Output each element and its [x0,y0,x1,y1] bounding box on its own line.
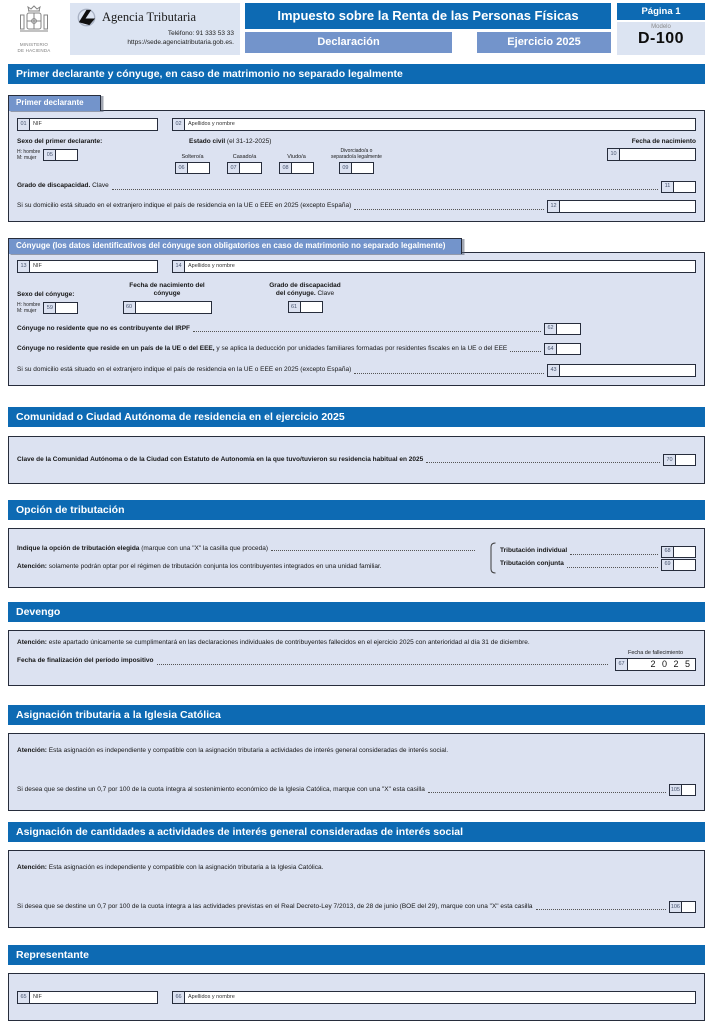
declarante-id-row [17,118,696,131]
opcion-row: Indique la opción de tributación elegida (marque con una "X" la casilla que proceda) [17,545,478,553]
field-65-nif: 65 NIF [17,991,158,1004]
representante-apellidos-input[interactable]: Apellidos y nombre [185,991,696,1004]
dotted-leader [157,664,608,665]
section-header-declarante-conyuge: Primer declarante y cónyuge, en caso de matrimonio no separado legalmente [8,64,705,84]
devengo-atencion-row: Atención: este apartado únicamente se cumplimentará en las declaraciones individuales de contribuyentes fallecidos en el ejercicio 2025 con anterioridad al día 31 de diciembre. [17,639,530,646]
field-05-number: 05 [43,149,56,161]
tab-conyuge: Cónyuge (los datos identificativos del cónyuge son obligatorios en caso de matrimonio no separado legalmente) [8,238,462,254]
tributacion-group [490,537,696,579]
bracket-icon [490,542,496,574]
field-01-number: 01 [17,118,30,131]
field-07-casado: 07 [227,162,262,174]
primer-declarante-box [8,110,705,222]
fecha-nacimiento-conyuge-input[interactable] [136,301,212,314]
declarante-nif-input[interactable]: NIF [30,118,158,131]
divorciado-label: Divorciado/a o separado/a legalmente [331,147,382,160]
conyuge-extranjero-row: Si su domicilio está situado en el extranjero indique el país de residencia en la UE o EEE en 2025 (excepto España) 43 [17,364,696,377]
ministry-label: MINISTERIO DE HACIENDA [17,42,51,53]
subtitle-declaracion: Declaración [245,32,452,53]
field-01-nif [17,118,158,131]
opcion-atencion-row: Atención: solamente podrán optar por el régimen de tributación conjunta los contribuyentes integrados en una unidad familiar. [17,562,382,570]
field-13-nif: 13 NIF [17,260,158,273]
interes-social-box [8,850,705,928]
tributacion-conjunta-row: Tributación conjunta 69 [500,559,696,571]
devengo-fecha-row: Fecha de finalización del período impositivo Fecha de fallecimiento 67 2 0 2 5 [17,650,696,671]
field-66-apellidos: 66 Apellidos y nombre [172,991,696,1004]
dotted-leader [428,792,666,793]
model-code: D-100 [637,30,685,47]
field-06-soltero: 06 [175,162,210,174]
field-106-interes-social: 106 [669,901,696,913]
ministry-coat-of-arms-icon [14,4,54,42]
agency-block [70,3,240,55]
page-model-block [617,3,705,55]
field-70-comunidad: 70 [663,454,696,466]
fecha-fallecimiento-input[interactable]: 2 0 2 5 [628,658,696,671]
fecha-nacimiento-label: Fecha de nacimiento [631,137,696,145]
field-12-pais-residencia: 12 [547,200,696,213]
fecha-nacimiento-input[interactable] [620,148,696,161]
dotted-leader [112,189,658,190]
agencia-tributaria-logo-icon [76,7,97,28]
conyuge-apellidos-input[interactable]: Apellidos y nombre [185,260,696,273]
field-05-sexo [43,149,78,161]
discapacidad-clave-input[interactable] [674,181,696,193]
dotted-leader [426,462,660,463]
field-68-individual: 68 [661,546,696,558]
declarante-estado-row [17,138,696,174]
interes-social-checkbox[interactable] [682,901,696,913]
iglesia-box [8,733,705,811]
field-62-no-residente: 62 [544,323,581,335]
agency-url[interactable]: https://sede.agenciatributaria.gob.es. [127,39,234,46]
dotted-leader [354,373,544,374]
field-02-apellidos [172,118,696,131]
soltero-checkbox[interactable] [188,162,210,174]
fecha-nacimiento-group [607,138,696,161]
sexo-conyuge-label: Sexo del cónyuge: [17,290,75,298]
conyuge-id-row [17,260,696,273]
tributacion-individual-row: Tributación individual 68 [500,546,696,558]
dotted-leader [354,209,544,210]
field-08-viudo: 08 [279,162,314,174]
social-casilla-row: Si desea que se destine un 0,7 por 100 de la cuota íntegra a las actividades previstas en el Real Decreto-Ley 7/2013, de 28 de junio (BOE del 29), marque con una "X" esta casilla 106 [17,901,696,913]
sexo-declarante-label: Sexo del primer declarante: [17,137,103,145]
model-label: Modelo [651,24,671,30]
title-block [245,3,611,55]
fecha-fallecimiento-group [615,650,696,671]
field-69-conjunta: 69 [661,559,696,571]
iglesia-casilla-row: Si desea que se destine un 0,7 por 100 de la cuota íntegra al sostenimiento económico de la Iglesia Católica, marque con una "X" esta casilla 105 [17,784,696,796]
iglesia-atencion-row: Atención: Esta asignación es independiente y compatible con la asignación tributaria a actividades de interés general consideradas de interés social. [17,747,449,754]
viudo-checkbox[interactable] [292,162,314,174]
agency-phone: Teléfono: 91 333 53 33 [167,30,234,37]
fecha-nacimiento-conyuge-label: Fecha de nacimiento del cónyuge [129,281,205,297]
field-60-fecha-nacimiento-conyuge: 60 [123,301,212,314]
dotted-leader [570,554,658,555]
pais-residencia-input[interactable] [560,200,696,213]
estado-civil-viudo: Viudo/a 08 [279,154,314,174]
conyuge-ue-row: Cónyuge no residente que reside en un país de la UE o del EEE, y se aplica la deducción por unidades familiares formadas por residentes fiscales en la UE o del EEE 64 [17,343,696,355]
conyuge-box [8,252,705,386]
estado-civil-soltero: Soltero/a 06 [175,154,210,174]
discapacidad-row: Grado de discapacidad. Clave 11 [17,181,696,193]
sexo-declarante-group [17,138,175,161]
representante-box [8,973,705,1021]
representante-row [17,991,696,1004]
dotted-leader [536,909,666,910]
estado-civil-group [175,138,513,174]
iglesia-checkbox[interactable] [682,784,696,796]
tab-primer-declarante: Primer declarante [8,95,101,111]
section-header-iglesia: Asignación tributaria a la Iglesia Católica [8,705,705,725]
field-64-ue-eee: 64 [544,343,581,355]
field-02-number: 02 [172,118,185,131]
comunidad-clave-input[interactable] [676,454,696,466]
section-header-opcion-tributacion: Opción de tributación [8,500,705,520]
fecha-fallecimiento-label: Fecha de fallecimiento [627,650,684,657]
tributacion-conjunta-checkbox[interactable] [674,559,696,571]
opcion-left [17,537,490,579]
dotted-leader [510,351,541,352]
section-header-comunidad: Comunidad o Ciudad Autónoma de residencia en el ejercicio 2025 [8,407,705,427]
estado-civil-divorciado [331,148,382,174]
field-09-divorciado: 09 [339,162,374,174]
discapacidad-conyuge-group [255,282,355,313]
ministry-block [2,3,66,55]
field-67-fecha-fallecimiento: 67 2 0 2 5 [615,658,696,671]
sexo-declarante-checkbox[interactable] [56,149,78,161]
field-61-discapacidad-conyuge: 61 [288,301,323,313]
estado-civil-label: Estado civil (el 31-12-2025) [189,137,272,145]
ue-eee-checkbox[interactable] [557,343,581,355]
divorciado-checkbox[interactable] [352,162,374,174]
tributacion-individual-checkbox[interactable] [674,546,696,558]
field-10-fecha-nacimiento: 10 [607,148,696,161]
dotted-leader [567,567,658,568]
declarante-apellidos-input[interactable]: Apellidos y nombre [185,118,696,131]
field-11-discapacidad: 11 [661,181,696,193]
estado-civil-casado: Casado/a 07 [227,154,262,174]
field-59-sexo-conyuge: 59 [43,302,78,314]
form-header [2,3,705,55]
field-43-pais-residencia-conyuge: 43 [547,364,696,377]
casado-checkbox[interactable] [240,162,262,174]
pais-residencia-conyuge-input[interactable] [560,364,696,377]
comunidad-box [8,436,705,484]
conyuge-datos-row [17,282,696,314]
subtitle-ejercicio: Ejercicio 2025 [477,32,611,53]
sexo-hint: H: hombre M: mujer [17,148,41,161]
fecha-nacimiento-conyuge-group [115,282,219,314]
sexo-conyuge-checkbox[interactable] [56,302,78,314]
field-105-iglesia: 105 [669,784,696,796]
conyuge-nif-input[interactable]: NIF [30,260,158,273]
social-atencion-row: Atención: Esta asignación es independiente y compatible con la asignación tributaria a la Iglesia Católica. [17,864,324,871]
sexo-conyuge-group [17,282,101,314]
discapacidad-conyuge-label: Grado de discapacidad del cónyuge. Clave [269,281,341,297]
no-residente-checkbox[interactable] [557,323,581,335]
declarante-extranjero-row: Si su domicilio está situado en el extranjero indique el país de residencia en la UE o EEE en 2025 (excepto España) 12 [17,200,696,213]
section-header-representante: Representante [8,945,705,965]
section-header-interes-social: Asignación de cantidades a actividades de interés general consideradas de interés social [8,822,705,842]
form-title: Impuesto sobre la Renta de las Personas Físicas [245,3,611,29]
model-block [617,22,705,55]
field-14-apellidos: 14 Apellidos y nombre [172,260,696,273]
opcion-tributacion-box [8,528,705,588]
comunidad-row: Clave de la Comunidad Autónoma o de la Ciudad con Estatuto de Autonomía en la que tuvo/tuvieron su residencia habitual en 2025 70 [17,454,696,466]
dotted-leader [271,550,475,551]
sexo-hint: H: hombre M: mujer [17,301,41,314]
page-number-badge: Página 1 [617,3,705,20]
devengo-box [8,630,705,686]
representante-nif-input[interactable]: NIF [30,991,158,1004]
agency-name: Agencia Tributaria [102,10,197,24]
discapacidad-conyuge-input[interactable] [301,301,323,313]
dotted-leader [193,331,541,332]
conyuge-no-residente-row: Cónyuge no residente que no es contribuyente del IRPF 62 [17,323,696,335]
section-header-devengo: Devengo [8,602,705,622]
